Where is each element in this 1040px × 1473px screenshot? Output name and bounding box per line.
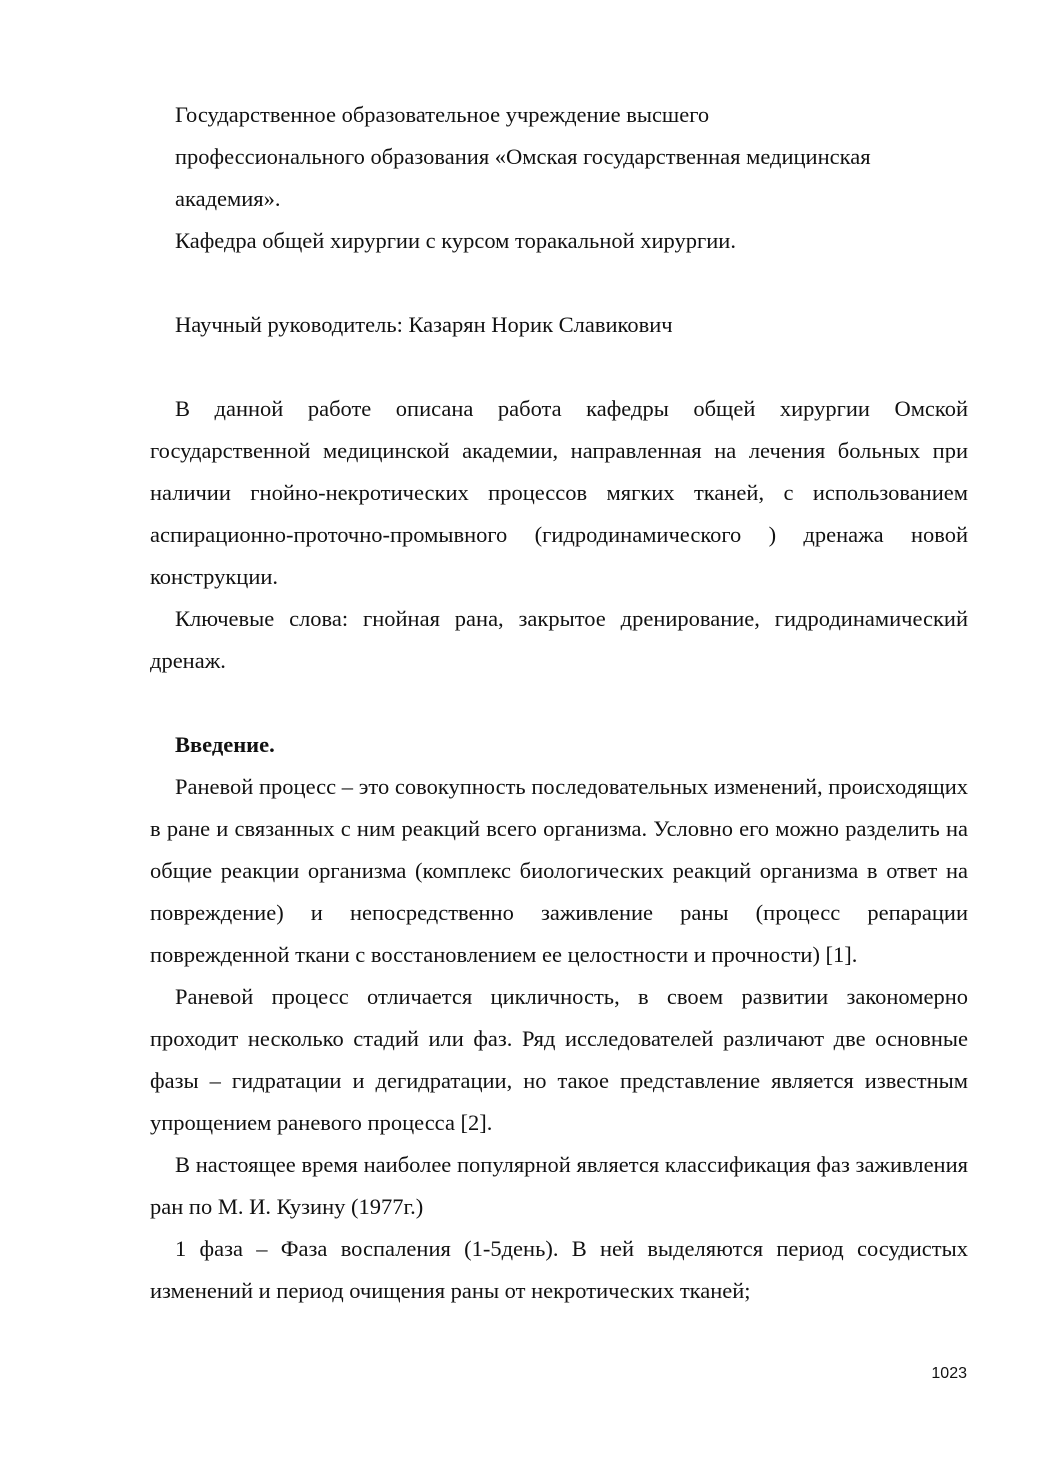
body-paragraph: Раневой процесс отличается цикличность, в своем развитии закономерно проходит несколько стадий или фаз. Ряд исследователей различают две основные фазы – гидратации и дегидратации, но такое представление является известным упрощением раневого процесса [2].: [150, 984, 968, 1135]
document-page: [150, 94, 968, 1312]
supervisor-line: Научный руководитель: Казарян Норик Славикович: [175, 312, 673, 337]
department-line: Кафедра общей хирургии с курсом торакальной хирургии.: [175, 228, 736, 253]
spacer: [150, 262, 968, 304]
body-paragraph: В настоящее время наиболее популярной является классификация фаз заживления ран по М. И. Кузину (1977г.): [150, 1152, 968, 1219]
affiliation-line: профессионального образования «Омская государственная медицинская: [175, 144, 871, 169]
keywords-paragraph: Ключевые слова: гнойная рана, закрытое дренирование, гидродинамический дренаж.: [150, 606, 968, 673]
spacer: [150, 682, 968, 724]
spacer: [150, 346, 968, 388]
body-paragraph: Раневой процесс – это совокупность последовательных изменений, происходящих в ране и связанных с ним реакций всего организма. Условно его можно разделить на общие реакции организма (комплекс биологических реакций организма в ответ на повреждение) и непосредственно заживление раны (процесс репарации поврежденной ткани с восстановлением ее целостности и прочности) [1].: [150, 774, 968, 967]
affiliation-line: академия».: [175, 186, 281, 211]
affiliation-line: Государственное образовательное учреждение высшего: [175, 102, 710, 127]
affiliation-block: [150, 94, 968, 220]
section-heading: Введение.: [175, 732, 275, 757]
body-paragraph: 1 фаза – Фаза воспаления (1-5день). В ней выделяются период сосудистых изменений и период очищения раны от некротических тканей;: [150, 1236, 968, 1303]
page-number: 1023: [931, 1365, 967, 1382]
abstract-paragraph: В данной работе описана работа кафедры общей хирургии Омской государственной медицинской академии, направленная на лечения больных при наличии гнойно-некротических процессов мягких тканей, с использованием аспирационно-проточно-промывного (гидродинамического ) дренажа новой конструкции.: [150, 396, 968, 589]
